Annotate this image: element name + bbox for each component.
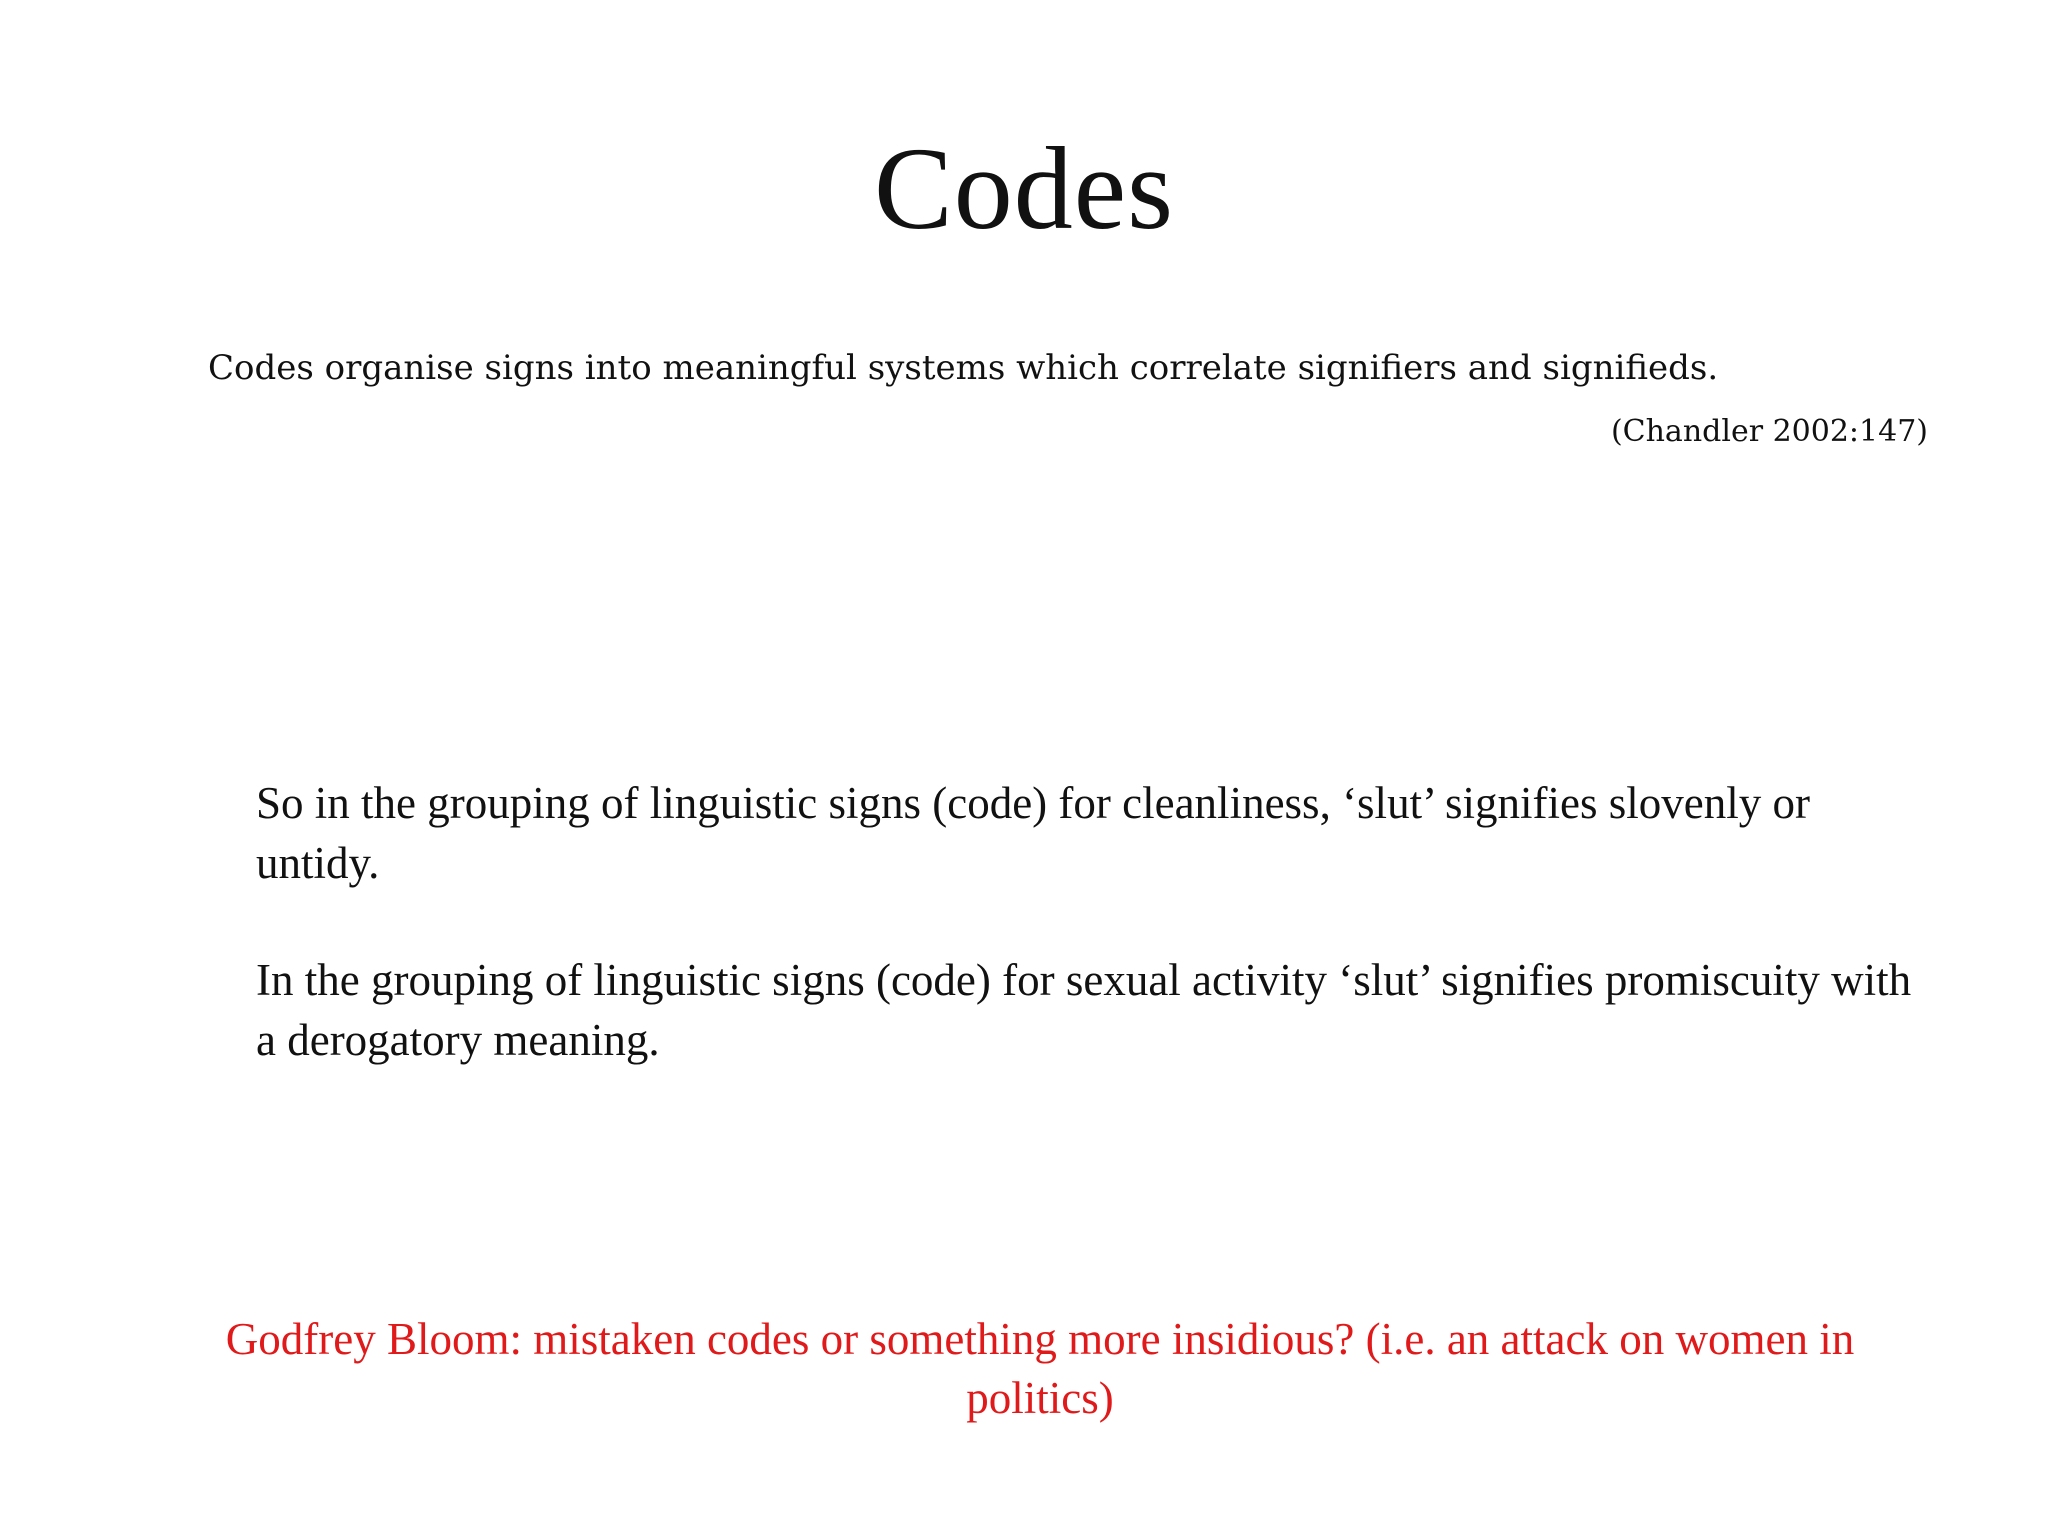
paragraph-cleanliness: So in the grouping of linguistic signs (code) for cleanliness, ‘slut’ signifies slovenly or untidy. (256, 778, 1810, 888)
slide-title: Codes (874, 123, 1174, 254)
paragraph-sexual-activity: In the grouping of linguistic signs (code) for sexual activity ‘slut’ signifies promiscuity with a derogatory meaning. (256, 955, 1912, 1065)
definition-quote: Codes organise signs into meaningful systems which correlate signifiers and signifieds. (208, 348, 1719, 388)
red-footnote: Godfrey Bloom: mistaken codes or something more insidious? (i.e. an attack on women in politics) (225, 1314, 1855, 1423)
citation: (Chandler 2002:147) (1610, 414, 1928, 449)
